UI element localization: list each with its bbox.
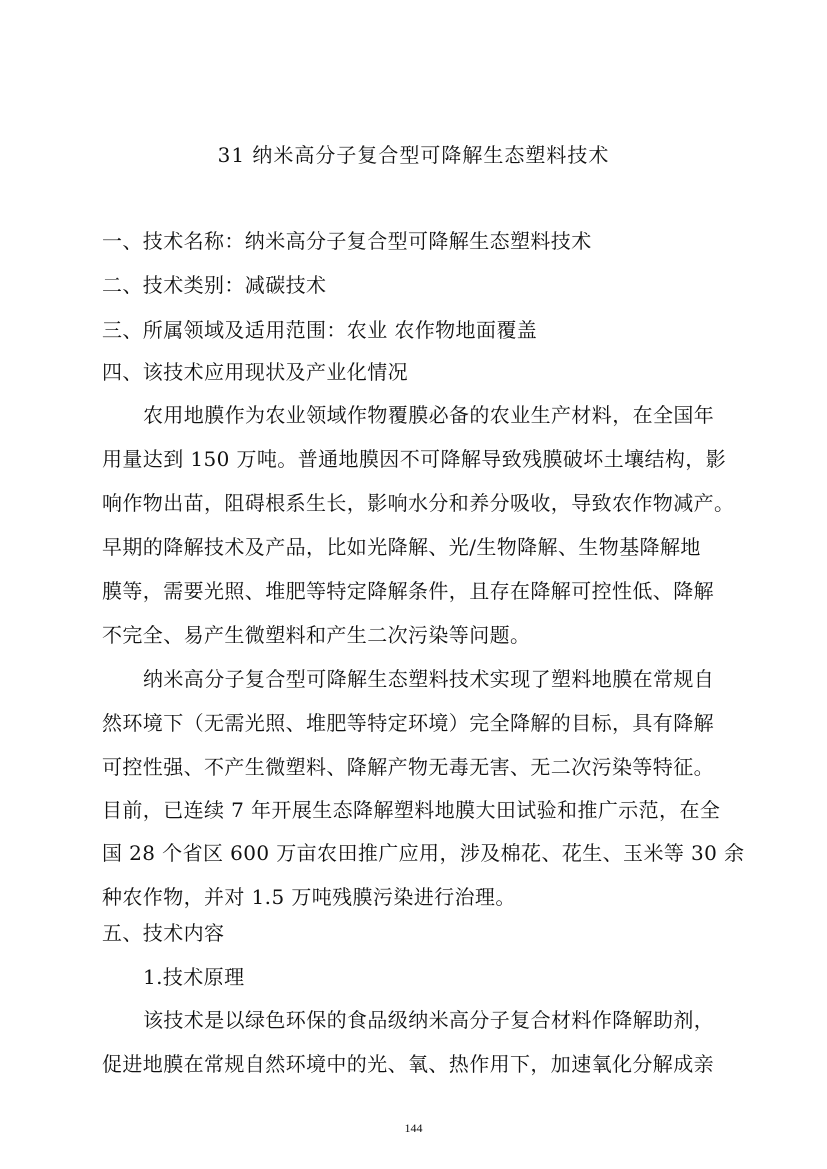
- paragraph-line: 用量达到 150 万吨。普通地膜因不可降解导致残膜破坏土壤结构，影: [102, 447, 727, 471]
- page-number: 144: [404, 1121, 423, 1135]
- paragraph-line: 种农作物，并对 1.5 万吨残膜污染进行治理。: [102, 885, 516, 909]
- paragraph-line: 国 28 个省区 600 万亩农田推广应用，涉及棉花、花生、玉米等 30 余: [102, 841, 745, 865]
- paragraph-line: 目前，已连续 7 年开展生态降解塑料地膜大田试验和推广示范，在全: [102, 798, 721, 822]
- section-heading-application-field: 三、所属领域及适用范围：农业 农作物地面覆盖: [102, 318, 538, 342]
- paragraph-line: 农用地膜作为农业领域作物覆膜必备的农业生产材料，在全国年: [143, 403, 715, 427]
- section-heading-technology-category: 二、技术类别：减碳技术: [102, 273, 327, 297]
- paragraph-line: 可控性强、不产生微塑料、降解产物无毒无害、无二次污染等特征。: [102, 755, 714, 779]
- paragraph-line: 该技术是以绿色环保的食品级纳米高分子复合材料作降解助剂，: [143, 1008, 715, 1032]
- section-heading-current-status: 四、该技术应用现状及产业化情况: [102, 360, 408, 384]
- subsection-heading-technology-principle: 1.技术原理: [143, 965, 245, 989]
- paragraph-line: 不完全、易产生微塑料和产生二次污染等问题。: [102, 623, 531, 647]
- section-heading-technology-content: 五、技术内容: [102, 921, 225, 945]
- paragraph-line: 然环境下（无需光照、堆肥等特定环境）完全降解的目标，具有降解: [102, 711, 714, 735]
- document-title: 31 纳米高分子复合型可降解生态塑料技术: [217, 143, 610, 167]
- paragraph-line: 纳米高分子复合型可降解生态塑料技术实现了塑料地膜在常规自: [143, 667, 715, 691]
- section-heading-technology-name: 一、技术名称：纳米高分子复合型可降解生态塑料技术: [102, 229, 592, 253]
- paragraph-line: 早期的降解技术及产品，比如光降解、光/生物降解、生物基降解地: [102, 535, 701, 559]
- paragraph-line: 响作物出苗，阻碍根系生长，影响水分和养分吸收，导致农作物减产。: [102, 491, 735, 515]
- paragraph-line: 膜等，需要光照、堆肥等特定降解条件，且存在降解可控性低、降解: [102, 579, 714, 603]
- paragraph-line: 促进地膜在常规自然环境中的光、氧、热作用下，加速氧化分解成亲: [102, 1052, 714, 1076]
